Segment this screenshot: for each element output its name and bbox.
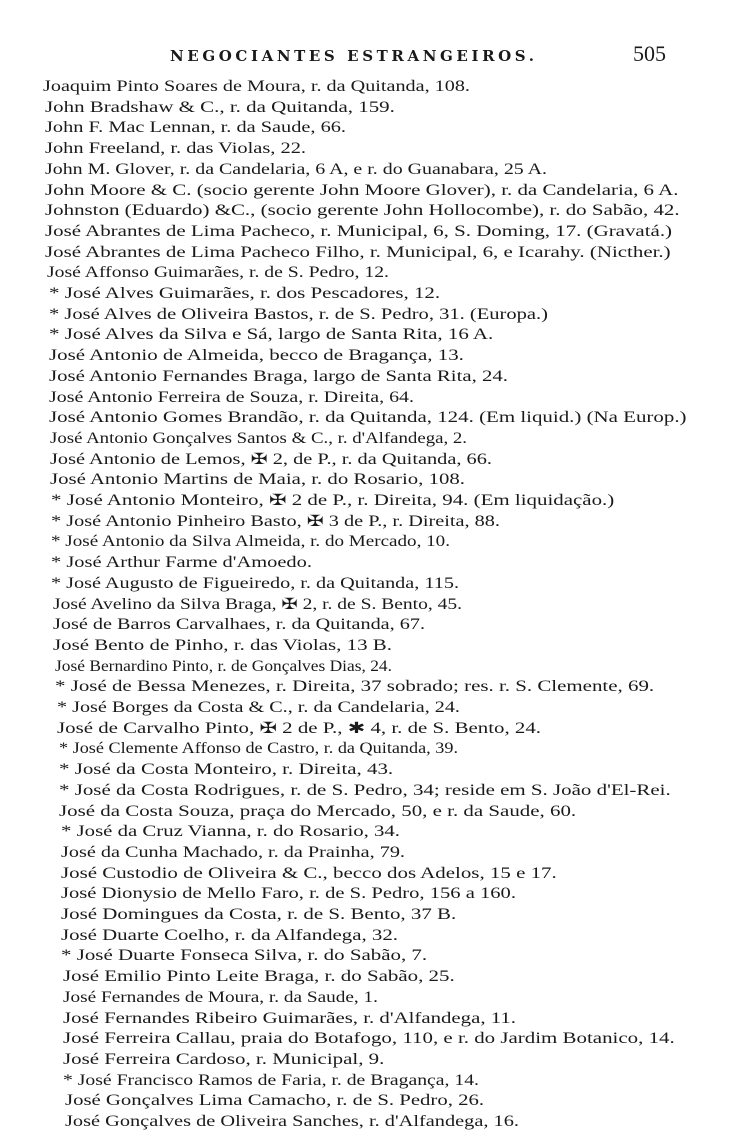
merchant-entry: * José Antonio Monteiro, ✠ 2 de P., r. Direita, 94. (Em liquidação.)	[51, 492, 615, 509]
merchant-entry: José Custodio de Oliveira & C., becco dos Adelos, 15 e 17.	[61, 864, 557, 882]
merchant-entry: José da Costa Souza, praça do Mercado, 50, e r. da Saude, 60.	[59, 802, 577, 820]
merchant-entry: José Antonio de Lemos, ✠ 2, de P., r. da Quitanda, 66.	[50, 450, 492, 468]
merchant-entry: José Emilio Pinto Leite Braga, r. do Sabão, 25.	[63, 968, 455, 986]
merchant-entry: * José Augusto de Figueiredo, r. da Quitanda, 115.	[51, 574, 460, 592]
merchant-entry: Johnston (Eduardo) &C., (socio gerente John Hollocombe), r. do Sabão, 42.	[45, 202, 680, 220]
merchant-entry: José da Cunha Machado, r. da Prainha, 79.	[61, 843, 405, 861]
merchant-entry: José Dionysio de Mello Faro, r. de S. Pedro, 156 a 160.	[61, 885, 517, 903]
merchant-entry: * José Antonio Pinheiro Basto, ✠ 3 de P., r. Direita, 88.	[51, 512, 500, 530]
merchant-entry: * José Alves Guimarães, r. dos Pescadores, 12.	[49, 285, 441, 302]
page-title: NEGOCIANTES ESTRANGEIROS.	[170, 47, 538, 65]
merchant-entry: José Domingues da Costa, r. de S. Bento, 37 B.	[61, 906, 457, 923]
merchant-entry: * José Clemente Affonso de Castro, r. da Quitanda, 39.	[59, 740, 458, 758]
merchant-entry: José Ferreira Cardoso, r. Municipal, 9.	[63, 1050, 385, 1068]
merchant-entry: José Gonçalves de Oliveira Sanches, r. d'Alfandega, 16.	[65, 1113, 519, 1130]
merchant-entry: José Avelino da Silva Braga, ✠ 2, r. de S. Bento, 45.	[53, 595, 462, 613]
merchant-entry: José Antonio de Almeida, becco de Bragança, 13.	[49, 347, 464, 365]
merchant-entry: José Gonçalves Lima Camacho, r. de S. Pedro, 26.	[65, 1092, 485, 1110]
merchant-entry: José Duarte Coelho, r. da Alfandega, 32.	[61, 926, 398, 944]
merchant-entry: * José Borges da Costa & C., r. da Candelaria, 24.	[57, 699, 460, 716]
merchant-entry: José de Carvalho Pinto, ✠ 2 de P., ✱ 4, r. de S. Bento, 24.	[57, 719, 542, 737]
merchant-entry: * José Arthur Farme d'Amoedo.	[51, 554, 312, 572]
merchant-entry: Joaquim Pinto Soares de Moura, r. da Quitanda, 108.	[43, 78, 470, 95]
merchant-entry: José Antonio Gonçalves Santos & C., r. d'Alfandega, 2.	[50, 429, 468, 447]
merchant-entry: John Moore & C. (socio gerente John Moore Glover), r. da Candelaria, 6 A.	[45, 181, 679, 199]
merchant-entry: John F. Mac Lennan, r. da Saude, 66.	[45, 119, 346, 137]
merchant-entry: José Abrantes de Lima Pacheco, r. Municipal, 6, S. Doming, 17. (Gravatá.)	[45, 222, 673, 240]
merchant-entry: José Antonio Gomes Brandão, r. da Quitanda, 124. (Em liquid.) (Na Europ.)	[49, 409, 687, 427]
merchant-entry: José Affonso Guimarães, r. de S. Pedro, 12.	[47, 264, 389, 282]
merchant-entry: José Ferreira Callau, praia do Botafogo, 110, e r. do Jardim Botanico, 14.	[63, 1030, 675, 1048]
merchant-entry: * José da Costa Monteiro, r. Direita, 43.	[59, 761, 394, 779]
merchant-entry: José Fernandes Ribeiro Guimarães, r. d'Alfandega, 11.	[63, 1009, 517, 1027]
merchant-entry: José Antonio Ferreira de Souza, r. Direita, 64.	[49, 388, 415, 406]
merchant-entry: José de Barros Carvalhaes, r. da Quitanda, 67.	[53, 616, 426, 634]
merchant-entry: John M. Glover, r. da Candelaria, 6 A, e r. do Guanabara, 25 A.	[45, 160, 548, 178]
page-number: 505	[633, 41, 666, 66]
merchant-entry: * José Antonio da Silva Almeida, r. do Mercado, 10.	[51, 533, 450, 551]
merchant-entry: * José da Cruz Vianna, r. do Rosario, 34.	[61, 823, 401, 841]
merchant-entry: * José Duarte Fonseca Silva, r. do Sabão, 7.	[61, 947, 428, 965]
merchant-entry: * José Alves de Oliveira Bastos, r. de S. Pedro, 31. (Europa.)	[49, 305, 548, 323]
merchant-entry: * José da Costa Rodrigues, r. de S. Pedro, 34; reside em S. João d'El-Rei.	[59, 781, 671, 799]
merchant-entry: * José Francisco Ramos de Faria, r. de Bragança, 14.	[63, 1071, 479, 1089]
page-header	[0, 41, 736, 73]
merchant-entry: José Bento de Pinho, r. das Violas, 13 B.	[53, 636, 392, 654]
merchant-entry: * José de Bessa Menezes, r. Direita, 37 sobrado; res. r. S. Clemente, 69.	[55, 678, 655, 696]
merchant-entry: José Bernardino Pinto, r. de Gonçalves Dias, 24.	[55, 657, 393, 675]
merchant-entry: John Bradshaw & C., r. da Quitanda, 159.	[45, 98, 395, 116]
merchant-entry: José Abrantes de Lima Pacheco Filho, r. Municipal, 6, e Icarahy. (Nicther.)	[45, 243, 671, 261]
merchant-entry: John Freeland, r. das Violas, 22.	[45, 140, 307, 158]
merchant-entry: José Antonio Fernandes Braga, largo de Santa Rita, 24.	[49, 367, 509, 385]
merchant-entry: José Fernandes de Moura, r. da Saude, 1.	[63, 988, 379, 1006]
merchant-entry: José Antonio Martins de Maia, r. do Rosario, 108.	[50, 471, 466, 489]
merchant-entry: * José Alves da Silva e Sá, largo de Santa Rita, 16 A.	[49, 326, 494, 344]
